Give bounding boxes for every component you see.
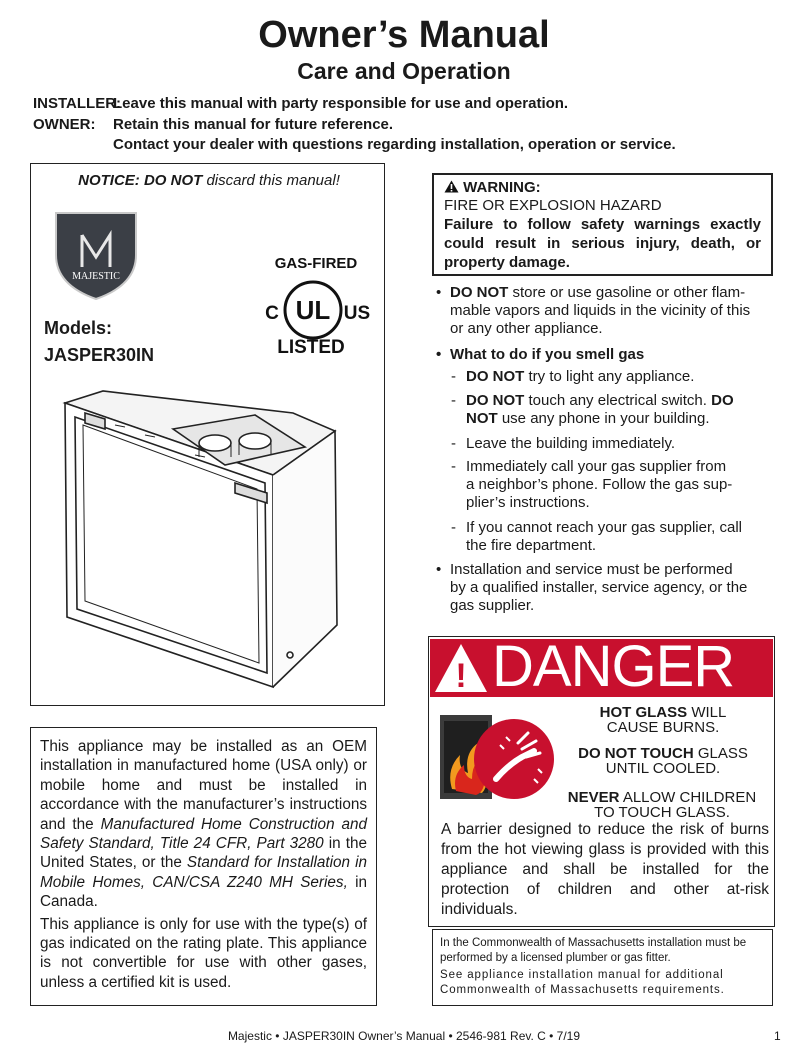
massachusetts-text: See appliance installation manual for additional Commonwealth of Massachusetts requirements. [440, 969, 725, 996]
ul-center: UL [295, 295, 331, 325]
list-text: gas supplier. [450, 597, 535, 614]
list-item: - Immediately call your gas supplier from a neighbor’s phone. Follow the gas sup- plier’s instructions. [451, 458, 733, 511]
list-item: - DO NOT try to light any appliance. [451, 368, 695, 385]
notice-text [34, 172, 384, 189]
danger-symbol: ! [455, 657, 467, 694]
warning-header-text: WARNING: [463, 179, 541, 196]
warning-header [444, 179, 761, 197]
list-text: plier’s instructions. [466, 494, 590, 511]
warning-subheader: FIRE OR EXPLOSION HAZARD [444, 197, 662, 214]
list-text: mable vapors and liquids in the vicinity of this [450, 302, 751, 319]
list-bold: DO NOT [466, 392, 525, 409]
massachusetts-box [432, 929, 773, 1006]
do-not-touch-text: GLASS [697, 745, 748, 762]
list-text: If you cannot reach your gas supplier, call [466, 519, 742, 536]
list-text: touch any electrical switch. [528, 392, 707, 409]
majestic-logo [52, 209, 140, 301]
list-text: Immediately call your gas supplier from [466, 458, 727, 475]
oem-standard: Standard for Installation in Mobile Homes, CAN/CSA Z240 MH Series, [40, 854, 367, 891]
oem-text: in the United States, or the [40, 835, 368, 872]
dealer-instruction [113, 136, 676, 153]
oem-standard: Manufactured Home Construction and Safety Standard, Title 24 CFR, Part 3280 [40, 815, 367, 853]
hot-glass-warning [560, 705, 766, 735]
models-label: Models: [44, 318, 113, 338]
warning-box [432, 173, 773, 276]
hot-glass-icon [438, 713, 556, 805]
notice-bold: NOTICE: DO NOT [78, 172, 203, 189]
oem-text: in Canada. [40, 873, 368, 911]
children-text: TO TOUCH GLASS. [594, 804, 730, 821]
list-text: store or use gasoline or other flam- [512, 284, 746, 301]
list-item: - Leave the building immediately. [451, 435, 676, 452]
page-footer: Majestic • JASPER30IN Owner’s Manual • 2546-981 Rev. C • 7/19 [227, 1029, 581, 1043]
danger-triangle-icon [433, 642, 489, 694]
installer-text: Leave this manual with party responsible for use and operation. [113, 95, 569, 112]
do-not-touch-warning [560, 746, 766, 776]
list-item: • DO NOT store or use gasoline or other flam- mable vapors and liquids in the vicinity of this or any other appliance. [436, 284, 751, 337]
ul-us: US [343, 303, 371, 324]
warning-triangle-icon [444, 180, 459, 193]
hot-glass-bold: HOT GLASS [599, 704, 688, 721]
massachusetts-text: In the Commonwealth of Massachusetts installation must be performed by a licensed plumber or gas fitter. [440, 937, 747, 964]
list-bold: DO [711, 392, 734, 409]
owner-instruction [33, 116, 393, 133]
list-item: - DO NOT touch any electrical switch. DO NOT use any phone in your building. [451, 392, 734, 427]
model-name: JASPER30IN [44, 345, 155, 365]
children-text: ALLOW CHILDREN [622, 789, 757, 806]
ul-gas-fired: GAS-FIRED [274, 255, 358, 272]
ul-listed: LISTED [277, 337, 345, 357]
oem-paragraph [40, 737, 367, 912]
list-item: - If you cannot reach your gas supplier, call the fire department. [451, 519, 742, 554]
oem-text: This appliance may be installed as an OEM installation in manufactured home (USA only) or mobile home and must be installed in accordance with the manufacturer’s instructions and the [40, 738, 367, 833]
page-subtitle: Care and Operation [297, 58, 511, 84]
list-item: • Installation and service must be performed by a qualified installer, service agency, or the gas supplier. [436, 561, 748, 614]
do-not-touch-text: UNTIL COOLED. [605, 760, 721, 777]
list-text: or any other appliance. [450, 320, 603, 337]
list-text: Leave the building immediately. [466, 435, 676, 452]
danger-word: DANGER [492, 634, 735, 699]
never-bold: NEVER [567, 789, 620, 806]
list-text: a neighbor’s phone. Follow the gas sup- [466, 476, 733, 493]
children-warning [556, 790, 768, 820]
barrier-text: A barrier designed to reduce the risk of burns from the hot viewing glass is provided with this appliance and shall be installed for the protection of children and other at-risk individuals. [441, 821, 769, 918]
ul-c: C [265, 303, 279, 324]
logo-brand: MAJESTIC [72, 271, 120, 282]
list-text: Installation and service must be performed [450, 561, 733, 578]
warning-body: Failure to follow safety warnings exactly could result in serious injury, death, or property damage. [444, 216, 761, 271]
notice-rest: discard this manual! [206, 172, 340, 189]
page-number: 1 [774, 1029, 781, 1043]
installer-label: INSTALLER: [33, 95, 122, 112]
list-item: • What to do if you smell gas [436, 346, 645, 363]
hot-glass-text: WILL [691, 704, 727, 721]
gas-type-paragraph: This appliance is only for use with the type(s) of gas indicated on the rating plate. This appliance is not convertible for use with other gases, unless a certified kit is used. [40, 915, 367, 991]
list-heading: What to do if you smell gas [450, 346, 645, 363]
list-bold: DO NOT [450, 284, 509, 301]
dealer-text: Contact your dealer with questions regarding installation, operation or service. [113, 136, 676, 153]
list-text: the fire department. [466, 537, 597, 554]
ul-listed-mark [262, 253, 372, 357]
safety-list [436, 284, 772, 614]
oem-installation-box [30, 727, 377, 1006]
list-bold: NOT [466, 410, 498, 427]
do-not-touch-bold: DO NOT TOUCH [578, 745, 694, 762]
page-title: Owner’s Manual [258, 14, 550, 56]
hot-glass-text: CAUSE BURNS. [606, 719, 720, 736]
list-text: try to light any appliance. [528, 368, 695, 385]
list-text: use any phone in your building. [501, 410, 710, 427]
fireplace-illustration [55, 385, 367, 690]
owner-text: Retain this manual for future reference. [113, 116, 394, 133]
list-bold: DO NOT [466, 368, 525, 385]
installer-instruction [33, 95, 568, 112]
list-text: by a qualified installer, service agency, or the [450, 579, 748, 596]
owner-label: OWNER: [33, 116, 96, 133]
